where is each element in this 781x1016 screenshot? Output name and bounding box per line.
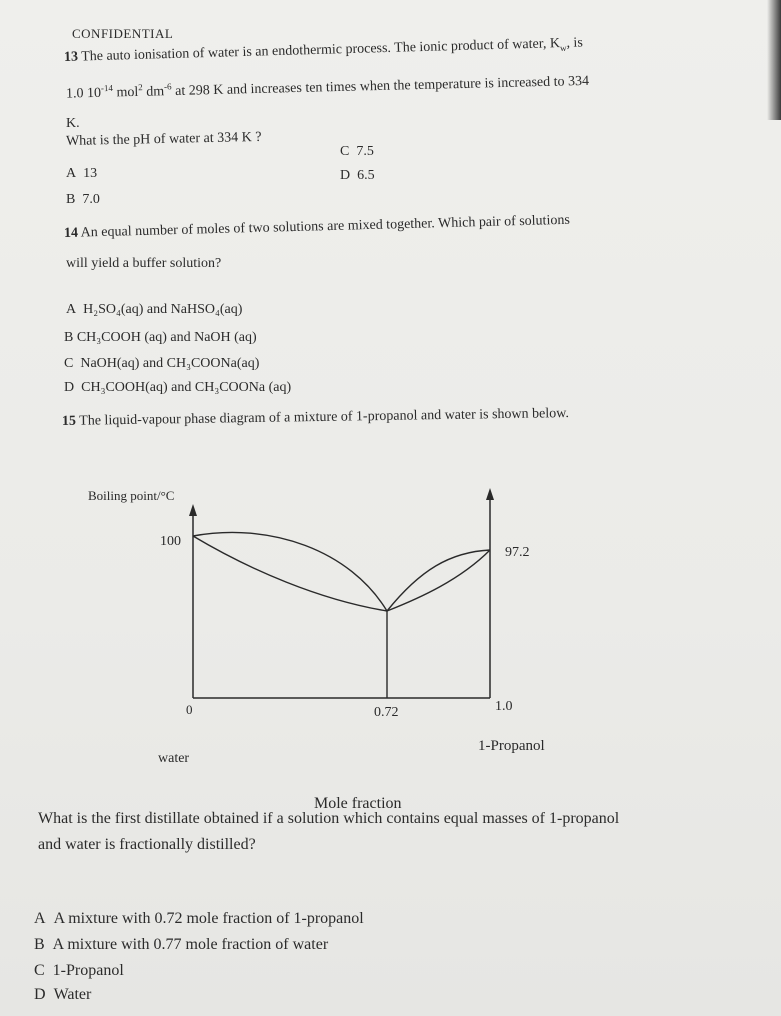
- option-text: 13: [83, 166, 98, 181]
- option-letter: D: [34, 986, 46, 1003]
- q15-question-line2: and water is fractionally distilled?: [38, 836, 256, 853]
- q13-text-2: at 298 K and increases ten times when the temperature is increased to 334: [171, 73, 590, 100]
- q15-number: 15: [61, 413, 77, 429]
- water-label: water: [158, 751, 190, 766]
- option-letter: C: [64, 356, 74, 371]
- option-text: CH₃COOH (aq) and NaOH (aq): [76, 330, 257, 345]
- q13-option-d: [340, 168, 375, 184]
- option-letter: D: [340, 168, 351, 183]
- q15-option-b: [34, 936, 328, 954]
- q13-option-a: [66, 166, 97, 182]
- q14-line1: [64, 213, 570, 242]
- option-letter: A: [66, 166, 77, 181]
- option-text: H₂SO₄(aq) and NaHSO₄(aq): [83, 302, 243, 317]
- q14-number: 14: [63, 225, 79, 241]
- left-vapour-curve: [193, 532, 387, 611]
- option-text: 7.5: [356, 144, 374, 159]
- q15-text-1: The liquid-vapour phase diagram of a mixture of 1-propanol and water is shown below.: [79, 406, 570, 429]
- option-text: Water: [53, 986, 92, 1003]
- q13-exp2: 2: [138, 82, 143, 93]
- right-boiling-point: 97.2: [505, 545, 530, 560]
- right-liquid-curve: [387, 550, 490, 611]
- q15-option-d: [34, 986, 91, 1004]
- q13-option-b: [66, 192, 100, 208]
- option-text: A mixture with 0.77 mole fraction of water: [52, 936, 329, 953]
- q14-option-d: [64, 380, 291, 396]
- option-letter: C: [340, 144, 350, 159]
- y-axis-label: Boiling point/°C: [88, 488, 175, 503]
- q13-value: 1.0 10: [65, 85, 102, 102]
- q13-question: What is the pH of water at 334 K ?: [65, 129, 262, 149]
- q14-line2: will yield a buffer solution?: [66, 256, 222, 271]
- right-axis-arrow: [486, 488, 494, 500]
- x-axis-label: Mole fraction: [314, 795, 402, 812]
- q13-exp: -14: [100, 82, 114, 94]
- left-liquid-curve: [193, 536, 387, 611]
- option-text: CH₃COOH(aq) and CH₃COONa (aq): [81, 380, 292, 395]
- option-text: 1-Propanol: [52, 962, 124, 979]
- page-edge-shadow: [767, 0, 781, 120]
- q13-option-c: [340, 144, 374, 160]
- q14-option-b: [64, 330, 257, 346]
- q15-line1: [62, 406, 569, 430]
- left-boiling-point: 100: [160, 534, 181, 549]
- q13-line2: [66, 71, 590, 102]
- option-letter: D: [64, 380, 75, 395]
- option-text: 6.5: [357, 168, 375, 183]
- q13-unit-dm: dm: [142, 84, 165, 100]
- q15-option-c: [34, 962, 124, 980]
- option-letter: B: [66, 192, 76, 207]
- option-letter: B: [34, 936, 45, 953]
- confidential-header: CONFIDENTIAL: [72, 26, 174, 41]
- q15-option-a: [34, 910, 364, 928]
- option-letter: A: [66, 302, 77, 317]
- option-text: 7.0: [82, 192, 100, 207]
- propanol-label: 1-Propanol: [478, 738, 545, 754]
- origin-label: 0: [186, 702, 193, 717]
- right-vapour-curve: [387, 550, 490, 611]
- option-text: A mixture with 0.72 mole fraction of 1-propanol: [53, 910, 364, 927]
- q13-kw-sub: w: [559, 42, 567, 53]
- q15-question-line1: What is the first distillate obtained if a solution which contains equal masses of 1-propanol: [38, 810, 620, 827]
- phase-diagram: [0, 470, 781, 830]
- left-axis-arrow: [189, 504, 197, 516]
- q13-text-1-end: , is: [566, 35, 584, 51]
- q13-number: 13: [63, 49, 79, 65]
- azeotrope-composition: 0.72: [374, 705, 399, 720]
- option-text: NaOH(aq) and CH₃COONa(aq): [80, 356, 260, 371]
- q13-text-1: The auto ionisation of water is an endothermic process. The ionic product of water, K: [81, 36, 561, 65]
- q13-exp3: -6: [163, 81, 172, 92]
- option-letter: B: [64, 330, 74, 345]
- option-letter: A: [34, 910, 46, 927]
- q14-option-c: [64, 356, 259, 372]
- q14-option-a: [66, 302, 242, 318]
- q13-unit-mol: mol: [116, 84, 139, 101]
- q14-text-1: An equal number of moles of two solutions are mixed together. Which pair of solutions: [80, 212, 571, 241]
- q13-line3: K.: [66, 116, 80, 131]
- option-letter: C: [34, 962, 45, 979]
- x-end-label: 1.0: [495, 699, 513, 714]
